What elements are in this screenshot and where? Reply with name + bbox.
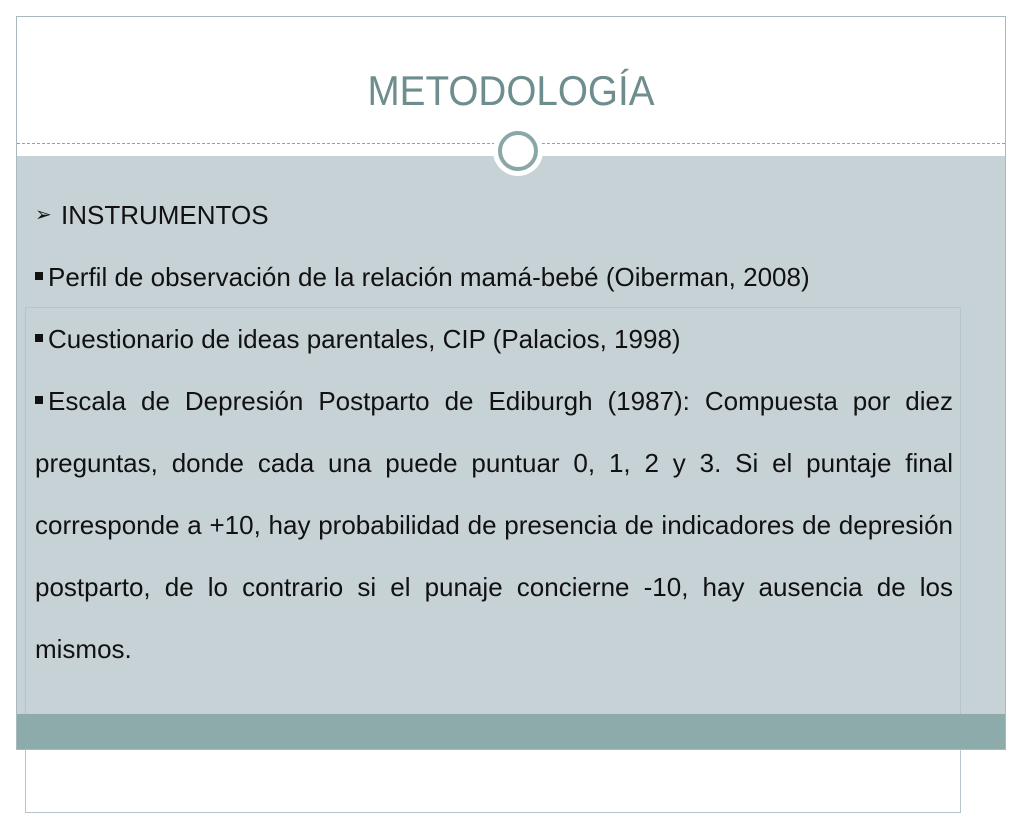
title-area bbox=[17, 17, 1005, 143]
square-bullet-icon bbox=[35, 396, 43, 404]
list-item bbox=[35, 370, 953, 680]
list-item-text: Perfil de observación de la relación mamá-bebé (Oiberman, 2008) bbox=[48, 262, 810, 292]
content-text bbox=[35, 184, 953, 680]
list-item bbox=[35, 246, 953, 308]
list-item bbox=[35, 308, 953, 370]
square-bullet-icon bbox=[35, 334, 43, 342]
instruments-heading bbox=[35, 184, 953, 246]
bottom-bar bbox=[17, 714, 1005, 749]
circle-ornament-icon bbox=[498, 131, 538, 171]
square-bullet-icon bbox=[35, 272, 43, 280]
arrow-bullet-icon: ➢ bbox=[35, 204, 52, 226]
slide-frame bbox=[16, 16, 1006, 750]
slide-title: METODOLOGÍA bbox=[367, 67, 655, 114]
list-item-text: Escala de Depresión Postparto de Ediburgh (1987): Compuesta por diez preguntas, donde cada una puede puntuar 0, 1, 2 y 3. Si el puntaje final corresponde a +10, hay probabilidad de presencia de indicadores de depresión postparto, de lo contrario si el punaje concierne -10, hay ausencia de los mismos. bbox=[35, 386, 953, 664]
content-area bbox=[17, 156, 1005, 716]
heading-label: INSTRUMENTOS bbox=[61, 200, 269, 230]
list-item-text: Cuestionario de ideas parentales, CIP (Palacios, 1998) bbox=[48, 324, 681, 354]
